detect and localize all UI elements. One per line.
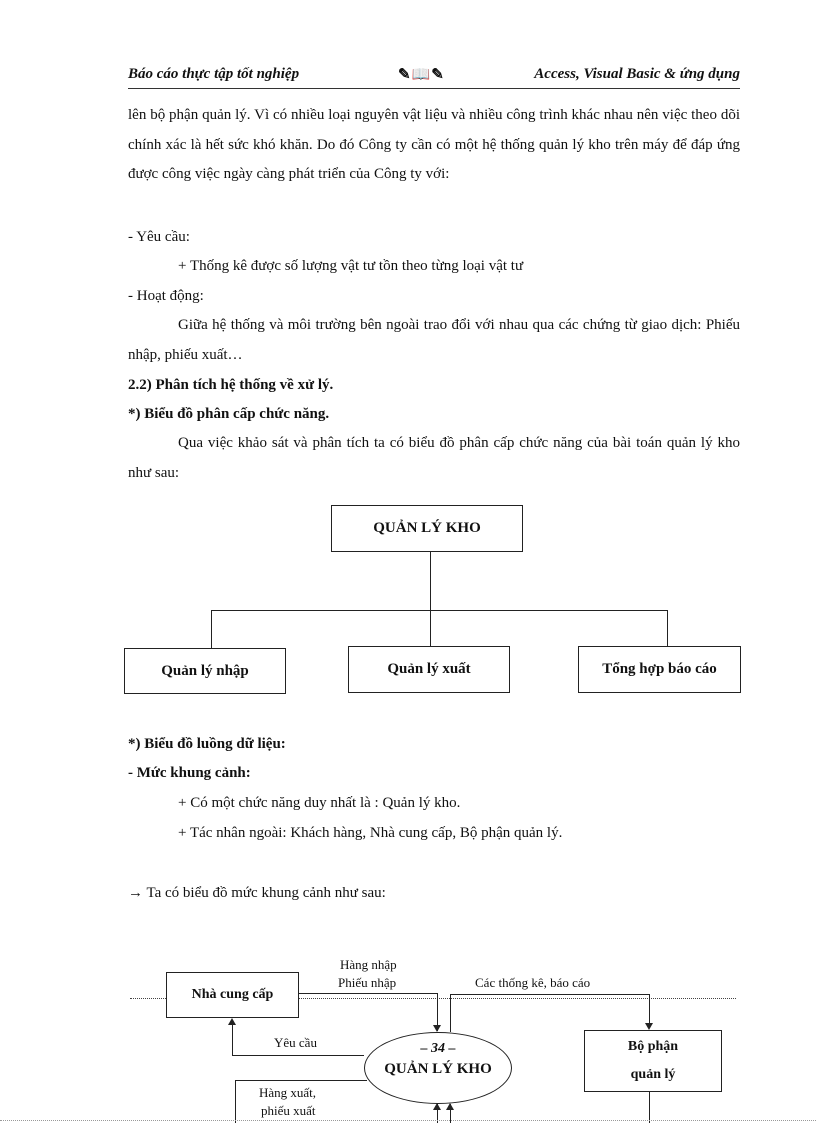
root-node — [331, 505, 523, 552]
flow-management-down — [649, 1092, 650, 1123]
connector-root — [430, 552, 431, 648]
connector-right — [667, 610, 668, 648]
function-subheading: *) Biểu đồ phân cấp chức năng. — [128, 406, 330, 422]
requirement-item: + Thống kê được số lượng vật tư tồn theo từng loại vật tư — [178, 258, 524, 274]
header-title-left: Báo cáo thực tập tốt nghiệp — [128, 66, 300, 82]
flow-request-horizontal — [232, 1055, 364, 1056]
context-item-2: + Tác nhân ngoài: Khách hàng, Nhà cung cấp, Bộ phận quản lý. — [178, 825, 563, 841]
child-node-label: Quản lý nhập — [161, 662, 249, 679]
arrow-down-icon — [645, 1023, 653, 1030]
child-node-label: Quản lý xuất — [387, 661, 471, 677]
flow-reports-horizontal — [450, 994, 649, 995]
flow-label-request: Yêu cầu — [274, 1035, 317, 1050]
supplier-label: Nhà cung cấp — [191, 987, 274, 1002]
flow-label-export-1: Hàng xuất, — [259, 1085, 317, 1100]
flow-reports-vertical-up — [450, 994, 451, 1032]
requirement-label: - Yêu cầu: — [128, 229, 190, 245]
flow-reports-vertical-down — [649, 994, 650, 1024]
flow-subheading: *) Biểu đồ luồng dữ liệu: — [128, 736, 286, 752]
intro-paragraph: lên bộ phận quản lý. Vì có nhiều loại nguyên vật liệu và nhiều công trình khác nhau nên việc theo dõi chính xác là hết sức khó khăn. Do đó Công ty cần có một hệ thống quản lý kho trên máy để đáp ứng được công việc ngày càng phát triển của Công ty với: — [128, 107, 740, 183]
activity-paragraph: Giữa hệ thống và môi trường bên ngoài trao đổi với nhau qua các chứng từ giao dịch: Phiếu nhập, phiếu xuất… — [128, 317, 740, 363]
process-number: – 34 – — [420, 1041, 456, 1056]
context-label: - Mức khung cảnh: — [128, 765, 251, 781]
flow-label-reports: Các thống kê, báo cáo — [475, 975, 591, 990]
flow-label-import-2: Phiếu nhập — [338, 975, 397, 990]
arrow-up-icon — [228, 1018, 236, 1025]
child-node-export — [348, 646, 510, 693]
flow-import-horizontal — [299, 993, 437, 994]
flow-label-export-2: phiếu xuất — [261, 1103, 316, 1118]
connector-horizontal — [211, 610, 667, 611]
flow-export-vertical — [235, 1080, 236, 1123]
page-header — [128, 66, 740, 89]
management-entity — [584, 1030, 722, 1092]
arrow-down-icon — [433, 1025, 441, 1032]
arrow-up-icon — [433, 1103, 441, 1110]
process-quan-ly-kho — [364, 1032, 512, 1104]
context-intro: → Ta có biểu đồ mức khung cảnh như sau: — [128, 885, 386, 901]
book-icon: ✎📖✎ — [398, 67, 445, 83]
management-label-line1: Bộ phận — [627, 1039, 679, 1054]
header-title-right: Access, Visual Basic & ứng dụng — [534, 66, 740, 82]
flow-request-vertical — [232, 1025, 233, 1055]
function-intro: Qua việc khảo sát và phân tích ta có biểu đồ phân cấp chức năng của bài toán quản lý kho như sau: — [128, 435, 740, 481]
activity-label: - Hoạt động: — [128, 288, 204, 304]
supplier-entity — [166, 972, 299, 1018]
child-node-report — [578, 646, 741, 693]
child-node-import — [124, 648, 286, 694]
child-node-label: Tổng hợp báo cáo — [602, 661, 717, 677]
root-node-label: QUẢN LÝ KHO — [373, 520, 481, 536]
process-name: QUẢN LÝ KHO — [384, 1061, 492, 1077]
connector-left — [211, 610, 212, 648]
management-label-line2: quản lý — [630, 1067, 676, 1082]
flow-export-horizontal — [235, 1080, 367, 1081]
flow-label-import-1: Hàng nhập — [340, 957, 397, 972]
context-item-1: + Có một chức năng duy nhất là : Quản lý kho. — [178, 795, 461, 811]
arrow-up-icon — [446, 1103, 454, 1110]
section-heading: 2.2) Phân tích hệ thống về xử lý. — [128, 377, 334, 393]
page-bottom-rule — [0, 1120, 816, 1121]
